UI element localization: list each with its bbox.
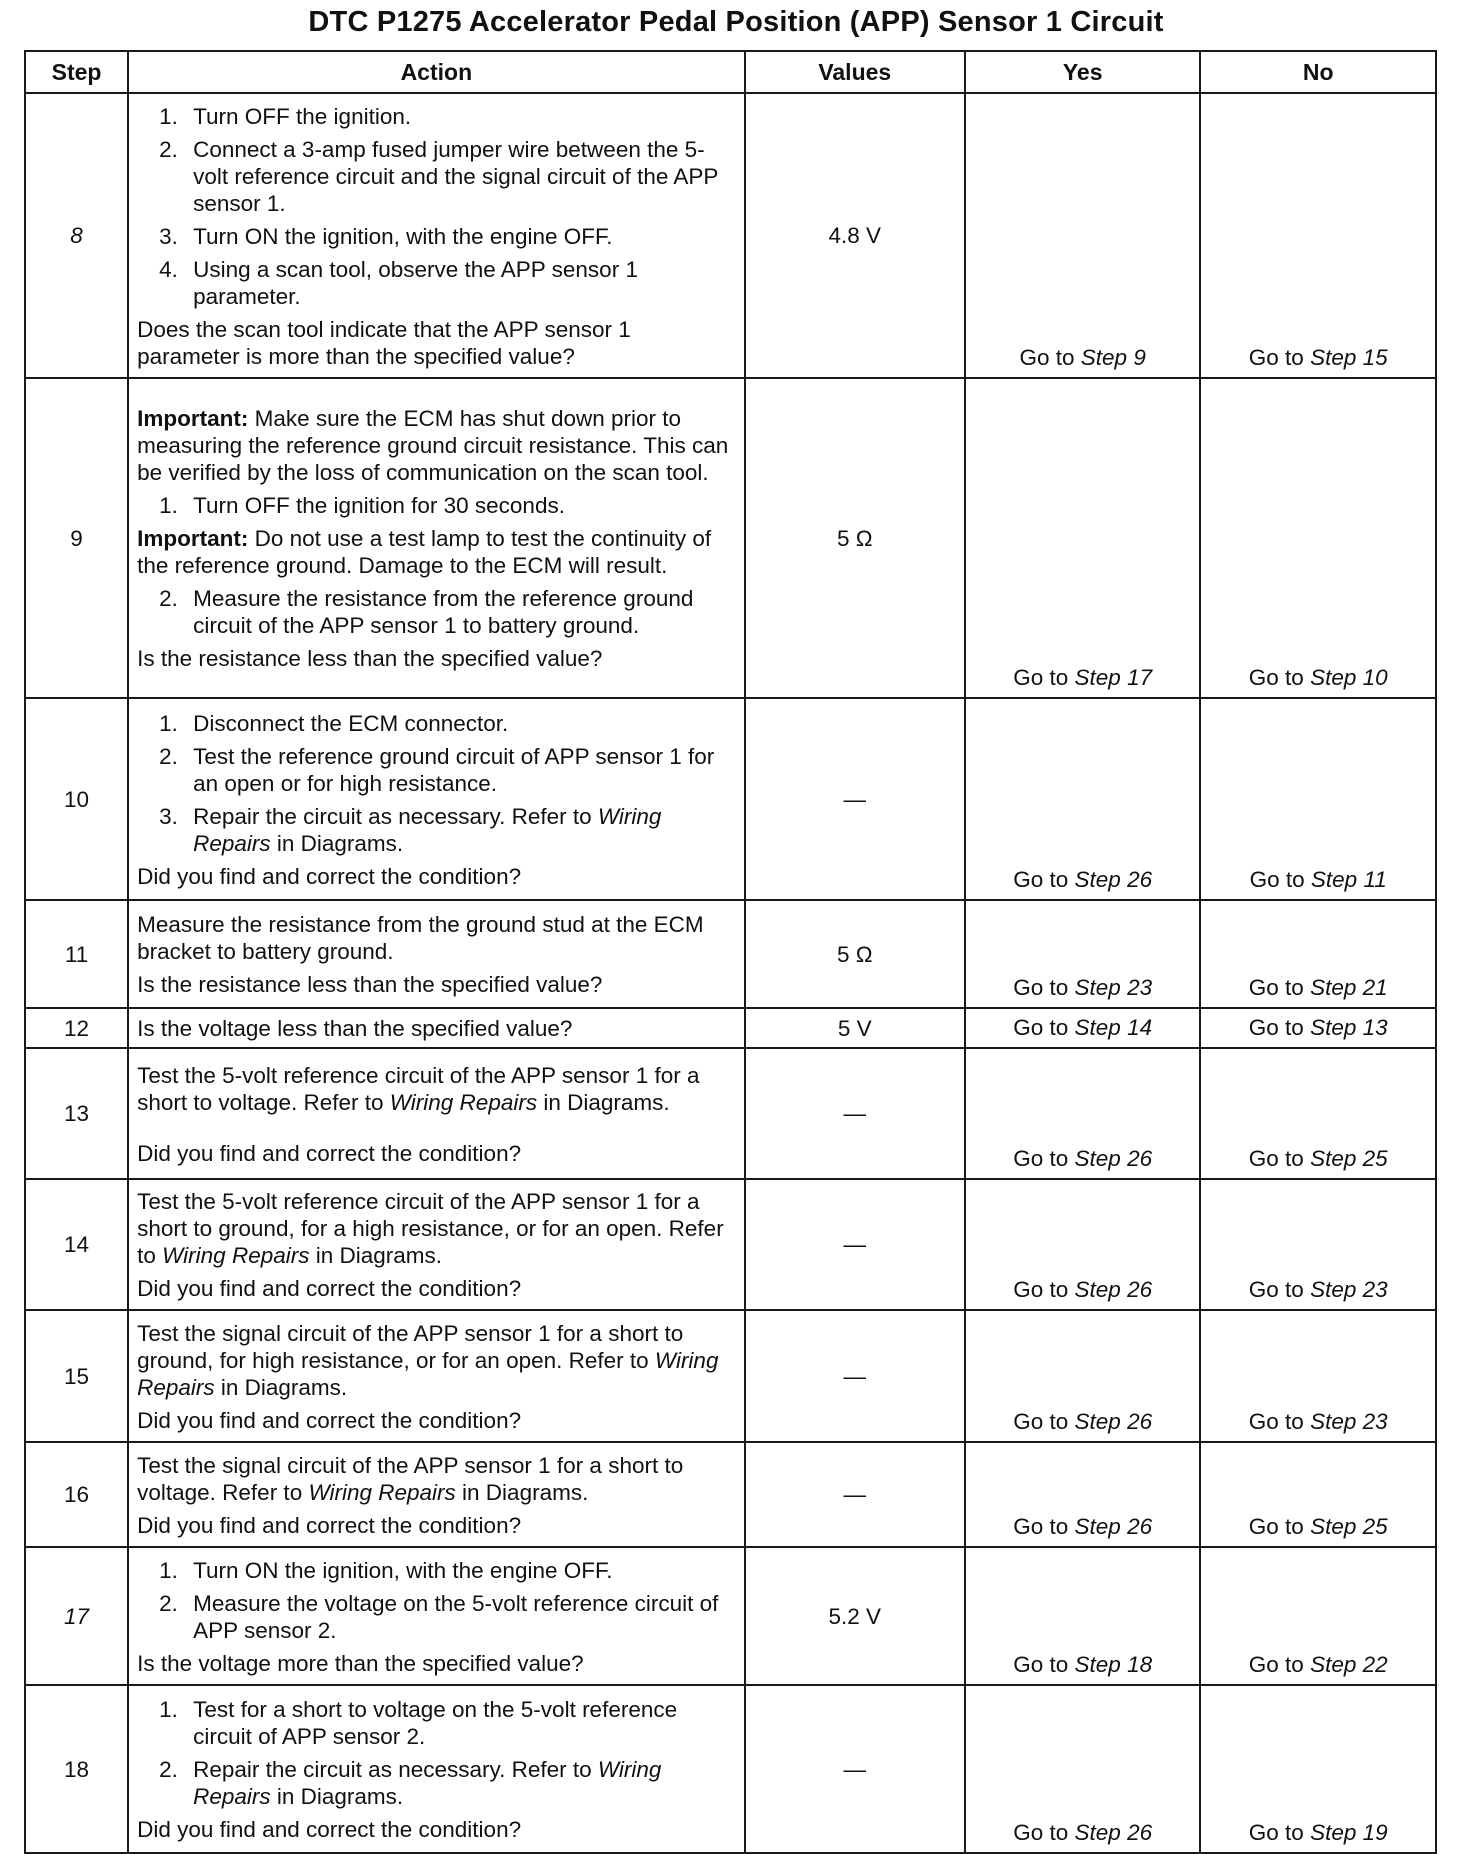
list-item — [137, 103, 735, 130]
question-text: Did you find and correct the condition? — [137, 1407, 522, 1433]
step-word: Step — [1310, 345, 1357, 370]
step-word: Step — [1074, 1514, 1121, 1539]
goto-prefix: Go to — [1013, 1409, 1075, 1434]
item-text: Disconnect the ECM connector. — [193, 710, 509, 736]
step-number: 15 — [25, 1310, 128, 1442]
goto-prefix: Go to — [1248, 1015, 1311, 1040]
item-number: 3. — [159, 803, 178, 829]
goto-prefix: Go to — [1013, 1146, 1075, 1171]
item-number: 2. — [159, 1757, 178, 1782]
action-cell — [128, 1685, 744, 1853]
yes-cell — [965, 1310, 1201, 1442]
value-cell: — — [745, 1179, 965, 1310]
action-text — [137, 1062, 735, 1116]
step-word: Step — [1310, 1652, 1357, 1677]
step-word: Step — [1310, 867, 1358, 892]
table-row — [25, 378, 1436, 698]
goto-step-no: 25 — [1362, 1514, 1388, 1539]
question-text: Is the voltage more than the specified value? — [137, 1650, 584, 1676]
reference-link-text: Wiring Repairs — [389, 1089, 538, 1115]
no-cell — [1200, 698, 1436, 900]
item-text: Connect a 3-amp fused jumper wire between the 5-volt reference circuit and the signal circuit of the APP sensor 1. — [193, 136, 718, 216]
action-cell — [128, 698, 744, 900]
goto-prefix: Go to — [1248, 1409, 1311, 1434]
step-number: 14 — [25, 1179, 128, 1310]
value-cell: 5 Ω — [745, 900, 965, 1008]
item-number: 4. — [159, 256, 178, 282]
note-text: Do not use a test lamp to test the continuity of the reference ground. Damage to the ECM will result. — [137, 526, 712, 578]
step-word: Step — [1310, 1820, 1357, 1845]
yes-cell — [965, 378, 1201, 698]
step-word: Step — [1074, 665, 1121, 690]
item-number: 2. — [159, 586, 178, 611]
no-cell — [1200, 900, 1436, 1008]
list-item — [137, 710, 735, 737]
text-segment: Test the 5-volt reference circuit of the APP sensor 1 for a short to ground, for a high resistance, or for an open. Refer to — [137, 1189, 724, 1268]
item-number: 2. — [159, 1590, 178, 1616]
goto-step-yes: 26 — [1127, 1277, 1153, 1302]
action-cell — [128, 1008, 744, 1048]
question-text: Is the voltage less than the specified value? — [137, 1016, 573, 1041]
step-number: 17 — [25, 1547, 128, 1685]
step-word: Step — [1310, 975, 1357, 1000]
no-cell — [1200, 93, 1436, 378]
text-segment: Test the signal circuit of the APP sensor 1 for a short to ground, for high resistance, or for an open. Refer to — [137, 1320, 684, 1373]
table-row — [25, 1685, 1436, 1853]
step-number: 18 — [25, 1685, 128, 1853]
list-item — [137, 1557, 735, 1584]
goto-prefix: Go to — [1248, 1652, 1311, 1677]
page-title: DTC P1275 Accelerator Pedal Position (APP) Sensor 1 Circuit — [308, 6, 1164, 38]
important-note — [137, 525, 735, 579]
goto-step-yes: 26 — [1127, 1146, 1153, 1171]
goto-prefix: Go to — [1248, 1820, 1311, 1845]
value-cell: 4.8 V — [745, 93, 965, 378]
text-segment: in Diagrams. — [309, 1243, 443, 1268]
reference-link-text: Wiring Repairs — [162, 1243, 310, 1268]
goto-step-no: 23 — [1362, 1409, 1388, 1434]
item-text: Turn OFF the ignition. — [193, 103, 412, 129]
question-text: Is the resistance less than the specified value? — [137, 972, 603, 997]
text-segment: in Diagrams. — [455, 1479, 589, 1505]
yes-cell — [965, 1008, 1201, 1048]
text-segment: in Diagrams. — [214, 1374, 348, 1400]
action-text — [137, 1188, 735, 1269]
item-text — [193, 1756, 735, 1810]
list-item — [137, 585, 735, 639]
goto-step-yes: 17 — [1127, 665, 1153, 690]
note-text: Make sure the ECM has shut down prior to measuring the reference ground circuit resistance. This can be verified by the loss of communication on the scan tool. — [137, 406, 729, 485]
goto-prefix: Go to — [1013, 665, 1075, 690]
step-word: Step — [1074, 1015, 1121, 1040]
no-cell — [1200, 1179, 1436, 1310]
goto-step-yes: 9 — [1133, 345, 1146, 370]
goto-prefix: Go to — [1248, 975, 1311, 1000]
goto-step-no: 25 — [1362, 1146, 1388, 1171]
list-item — [137, 136, 735, 217]
goto-step-no: 11 — [1363, 867, 1387, 892]
step-word: Step — [1074, 1652, 1121, 1677]
action-cell — [128, 1547, 744, 1685]
list-item — [137, 256, 735, 310]
action-cell — [128, 1179, 744, 1310]
item-number: 1. — [159, 103, 178, 129]
item-number: 2. — [159, 136, 178, 162]
item-text: Using a scan tool, observe the APP sensor 1 parameter. — [193, 256, 638, 309]
list-item — [137, 1590, 735, 1644]
col-header-action: Action — [128, 51, 744, 93]
action-cell — [128, 93, 744, 378]
reference-link-text: Wiring Repairs — [308, 1479, 456, 1505]
yes-cell — [965, 1685, 1201, 1853]
item-text: Turn ON the ignition, with the engine OFF. — [193, 223, 613, 249]
diagnostic-table — [24, 50, 1437, 1854]
item-number: 2. — [159, 743, 178, 769]
goto-step-no: 19 — [1362, 1820, 1388, 1845]
table-row — [25, 1179, 1436, 1310]
important-label: Important: — [137, 526, 249, 551]
goto-step-yes: 26 — [1127, 867, 1153, 892]
list-item — [137, 1756, 735, 1810]
question-text: Is the resistance less than the specified value? — [137, 646, 603, 671]
text-segment: Repair the circuit as necessary. Refer to — [193, 803, 598, 829]
goto-prefix: Go to — [1013, 1820, 1075, 1845]
goto-step-yes: 26 — [1127, 1820, 1153, 1845]
no-cell — [1200, 1442, 1436, 1547]
action-cell — [128, 1442, 744, 1547]
list-item — [137, 223, 735, 250]
no-cell — [1200, 1685, 1436, 1853]
yes-cell — [965, 1179, 1201, 1310]
item-number: 3. — [159, 223, 178, 249]
goto-prefix: Go to — [1013, 1015, 1075, 1040]
important-note — [137, 405, 735, 486]
value-cell: 5.2 V — [745, 1547, 965, 1685]
goto-step-no: 13 — [1362, 1015, 1388, 1040]
text-segment: in Diagrams. — [270, 830, 404, 856]
goto-prefix: Go to — [1013, 1652, 1075, 1677]
reference-link-text: Wiring Repairs — [193, 1757, 662, 1809]
goto-step-no: 22 — [1362, 1652, 1388, 1677]
step-number: 16 — [25, 1442, 128, 1547]
col-header-step: Step — [25, 51, 128, 93]
no-cell — [1200, 378, 1436, 698]
yes-cell — [965, 1048, 1201, 1179]
table-row — [25, 1310, 1436, 1442]
no-cell — [1200, 1310, 1436, 1442]
col-header-yes: Yes — [965, 51, 1201, 93]
list-item — [137, 803, 735, 857]
step-word: Step — [1074, 1820, 1121, 1845]
goto-prefix: Go to — [1013, 867, 1075, 892]
step-word: Step — [1074, 867, 1121, 892]
question-text: Does the scan tool indicate that the APP sensor 1 parameter is more than the specified value? — [137, 316, 631, 369]
step-word: Step — [1074, 975, 1121, 1000]
action-text — [137, 1452, 735, 1506]
goto-prefix: Go to — [1013, 1277, 1075, 1302]
action-text: Measure the resistance from the ground stud at the ECM bracket to battery ground. — [137, 912, 704, 964]
goto-prefix: Go to — [1248, 1146, 1311, 1171]
reference-link-text: Wiring Repairs — [137, 1347, 719, 1400]
goto-prefix: Go to — [1249, 867, 1311, 892]
step-word: Step — [1074, 1277, 1121, 1302]
value-cell: 5 Ω — [745, 378, 965, 698]
goto-step-no: 23 — [1362, 1277, 1388, 1302]
item-text: Turn ON the ignition, with the engine OFF. — [193, 1557, 613, 1583]
step-word: Step — [1310, 665, 1357, 690]
item-text: Turn OFF the ignition for 30 seconds. — [193, 493, 565, 518]
action-cell — [128, 900, 744, 1008]
step-number: 10 — [25, 698, 128, 900]
header-row — [25, 51, 1436, 93]
step-word: Step — [1074, 1146, 1121, 1171]
table-row — [25, 698, 1436, 900]
question-text: Did you find and correct the condition? — [137, 1276, 522, 1301]
step-word: Step — [1310, 1514, 1357, 1539]
step-word: Step — [1310, 1015, 1357, 1040]
item-text: Measure the voltage on the 5-volt reference circuit of APP sensor 2. — [193, 1590, 719, 1643]
text-segment: Test the signal circuit of the APP sensor 1 for a short to voltage. Refer to — [137, 1452, 684, 1505]
goto-step-yes: 26 — [1127, 1514, 1153, 1539]
question-text: Did you find and correct the condition? — [137, 1140, 522, 1166]
action-cell — [128, 1048, 744, 1179]
table-row — [25, 1008, 1436, 1048]
no-cell — [1200, 1547, 1436, 1685]
action-text — [137, 1320, 735, 1401]
step-number: 11 — [25, 900, 128, 1008]
value-cell: — — [745, 1685, 965, 1853]
item-number: 1. — [159, 493, 178, 518]
goto-step-yes: 23 — [1127, 975, 1153, 1000]
question-text: Did you find and correct the condition? — [137, 1817, 522, 1842]
item-number: 1. — [159, 710, 178, 736]
goto-prefix: Go to — [1013, 975, 1075, 1000]
list-item — [137, 1696, 735, 1750]
item-number: 1. — [159, 1557, 178, 1583]
table-row — [25, 1547, 1436, 1685]
goto-prefix: Go to — [1248, 1277, 1311, 1302]
question-text: Did you find and correct the condition? — [137, 1512, 522, 1538]
step-word: Step — [1310, 1277, 1357, 1302]
goto-step-yes: 14 — [1127, 1015, 1153, 1040]
value-cell: — — [745, 698, 965, 900]
table-row — [25, 1442, 1436, 1547]
spacer — [137, 1122, 735, 1140]
goto-prefix: Go to — [1013, 1514, 1075, 1539]
item-text: Test for a short to voltage on the 5-volt reference circuit of APP sensor 2. — [193, 1697, 678, 1749]
yes-cell — [965, 698, 1201, 900]
col-header-no: No — [1200, 51, 1436, 93]
value-cell: — — [745, 1310, 965, 1442]
goto-prefix: Go to — [1019, 345, 1081, 370]
goto-prefix: Go to — [1248, 1514, 1311, 1539]
action-cell — [128, 378, 744, 698]
goto-prefix: Go to — [1248, 665, 1311, 690]
step-number: 9 — [25, 378, 128, 698]
item-number: 1. — [159, 1697, 178, 1722]
goto-step-yes: 18 — [1127, 1652, 1153, 1677]
important-label: Important: — [137, 406, 249, 431]
text-segment: Repair the circuit as necessary. Refer to — [193, 1757, 598, 1782]
item-text — [193, 803, 735, 857]
yes-cell — [965, 1442, 1201, 1547]
list-item — [137, 743, 735, 797]
goto-step-no: 15 — [1362, 345, 1388, 370]
value-cell: — — [745, 1442, 965, 1547]
text-segment: Test the 5-volt reference circuit of the APP sensor 1 for a short to voltage. Refer to — [137, 1062, 700, 1115]
reference-link-text: Wiring Repairs — [193, 803, 662, 856]
goto-step-no: 21 — [1362, 975, 1388, 1000]
list-item — [137, 492, 735, 519]
step-word: Step — [1074, 1409, 1121, 1434]
text-segment: in Diagrams. — [270, 1784, 404, 1809]
step-number: 13 — [25, 1048, 128, 1179]
question-text: Did you find and correct the condition? — [137, 863, 522, 889]
text-segment: in Diagrams. — [537, 1089, 670, 1115]
value-cell: — — [745, 1048, 965, 1179]
step-word: Step — [1080, 345, 1128, 370]
no-cell — [1200, 1008, 1436, 1048]
step-word: Step — [1310, 1409, 1357, 1434]
step-number: 8 — [25, 93, 128, 378]
no-cell — [1200, 1048, 1436, 1179]
table-row — [25, 900, 1436, 1008]
yes-cell — [965, 93, 1201, 378]
item-text: Measure the resistance from the reference ground circuit of the APP sensor 1 to battery ground. — [193, 586, 694, 638]
step-number: 12 — [25, 1008, 128, 1048]
action-cell — [128, 1310, 744, 1442]
yes-cell — [965, 1547, 1201, 1685]
goto-prefix: Go to — [1248, 345, 1311, 370]
yes-cell — [965, 900, 1201, 1008]
step-word: Step — [1310, 1146, 1357, 1171]
goto-step-no: 10 — [1362, 665, 1388, 690]
table-row — [25, 1048, 1436, 1179]
item-text: Test the reference ground circuit of APP sensor 1 for an open or for high resistance. — [193, 743, 715, 796]
table-row — [25, 93, 1436, 378]
col-header-values: Values — [745, 51, 965, 93]
goto-step-yes: 26 — [1127, 1409, 1153, 1434]
value-cell: 5 V — [745, 1008, 965, 1048]
